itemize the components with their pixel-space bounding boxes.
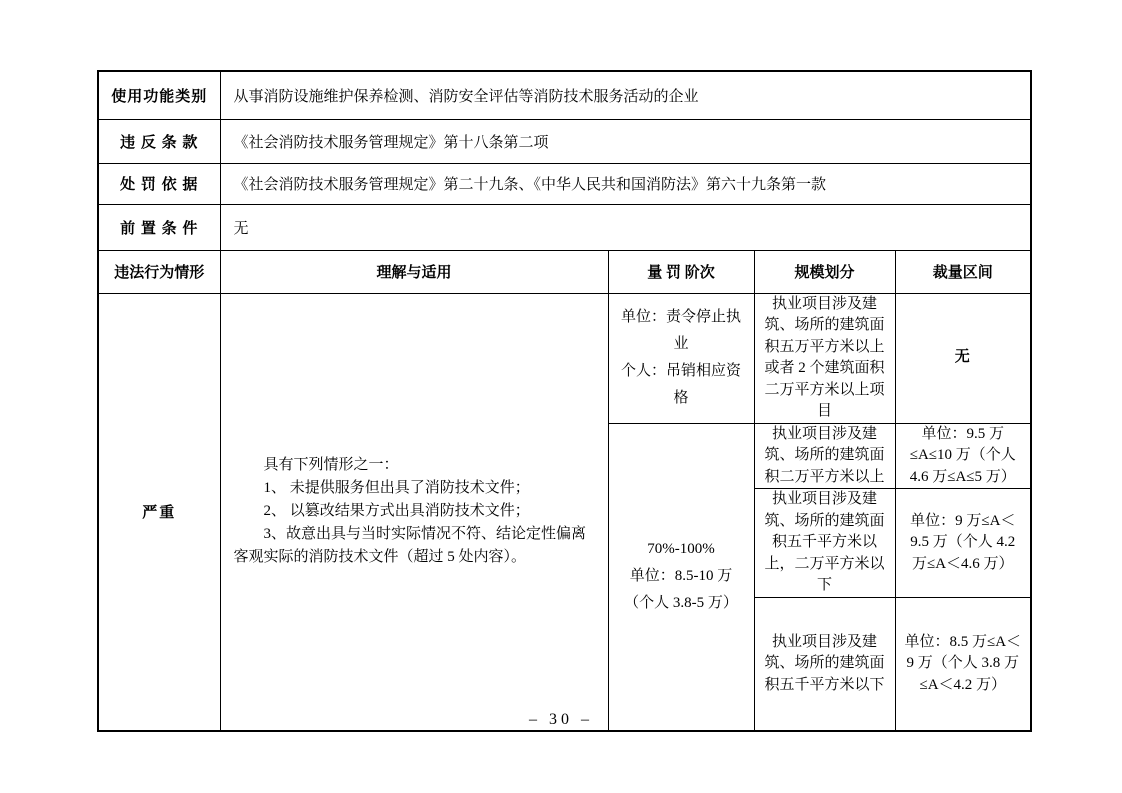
info-row-precondition [98,204,1031,250]
header-penalty-stage: 量 罚 阶次 [608,250,754,293]
violated-clause-label: 违 反 条 款 [98,119,220,163]
tier1-row [98,293,1031,423]
tier2-range-cell-1: 单位：9.5 万≤A≤10 万（个人 4.6 万≤A≤5 万） [895,423,1031,489]
penalty-discretion-table [97,70,1032,732]
page-number: – 30 – [529,711,593,728]
tier1-range-cell: 无 [895,293,1031,423]
severity-level: 严重 [98,293,220,731]
violated-clause-value: 《社会消防技术服务管理规定》第十八条第二项 [220,119,1031,163]
header-behavior: 违法行为情形 [98,250,220,293]
understanding-item-3: 3、故意出具与当时实际情况不符、结论定性偏离客观实际的消防技术文件（超过 5 处内容）。 [233,526,587,566]
tier2-scale-cell-2: 执业项目涉及建筑、场所的建筑面积五千平方米以上，二万平方米以下 [754,489,895,598]
tier1-stage-cell [608,293,754,423]
tier1-stage-person: 个人：吊销相应资格 [620,363,741,406]
usage-category-value: 从事消防设施维护保养检测、消防安全评估等消防技术服务活动的企业 [220,71,1031,119]
understanding-item-1: 1、 未提供服务但出具了消防技术文件； [263,480,530,497]
usage-category-label: 使用功能类别 [98,71,220,119]
precondition-label: 前 置 条 件 [98,204,220,250]
header-range: 裁量区间 [895,250,1031,293]
understanding-cell [220,293,608,731]
penalty-basis-value: 《社会消防技术服务管理规定》第二十九条、《中华人民共和国消防法》第六十九条第一款 [220,163,1031,204]
tier1-stage-unit: 单位：责令停止执业 [620,309,741,352]
tier2-range-cell-2: 单位：9 万≤A＜9.5 万（个人 4.2 万≤A＜4.6 万） [895,489,1031,598]
tier1-scale-cell: 执业项目涉及建筑、场所的建筑面积五万平方米以上或者 2 个建筑面积二万平方米以上项目 [754,293,895,423]
info-row-usage-category [98,71,1031,119]
tier2-stage-amount: 单位：8.5-10 万（个人 3.8-5 万） [624,568,738,612]
tier2-stage-percent: 70%-100% [647,541,715,558]
understanding-intro: 具有下列情形之一： [263,457,399,474]
understanding-item-2: 2、 以篡改结果方式出具消防技术文件； [263,503,530,520]
table-header-row [98,250,1031,293]
tier2-scale-cell-1: 执业项目涉及建筑、场所的建筑面积二万平方米以上 [754,423,895,489]
tier2-stage-cell [608,423,754,731]
tier2-scale-cell-3: 执业项目涉及建筑、场所的建筑面积五千平方米以下 [754,597,895,731]
penalty-basis-label: 处 罚 依 据 [98,163,220,204]
header-understanding: 理解与适用 [220,250,608,293]
precondition-value: 无 [220,204,1031,250]
info-row-penalty-basis [98,163,1031,204]
info-row-violated-clause [98,119,1031,163]
tier2-range-cell-3: 单位：8.5 万≤A＜9 万（个人 3.8 万≤A＜4.2 万） [895,597,1031,731]
header-scale: 规模划分 [754,250,895,293]
